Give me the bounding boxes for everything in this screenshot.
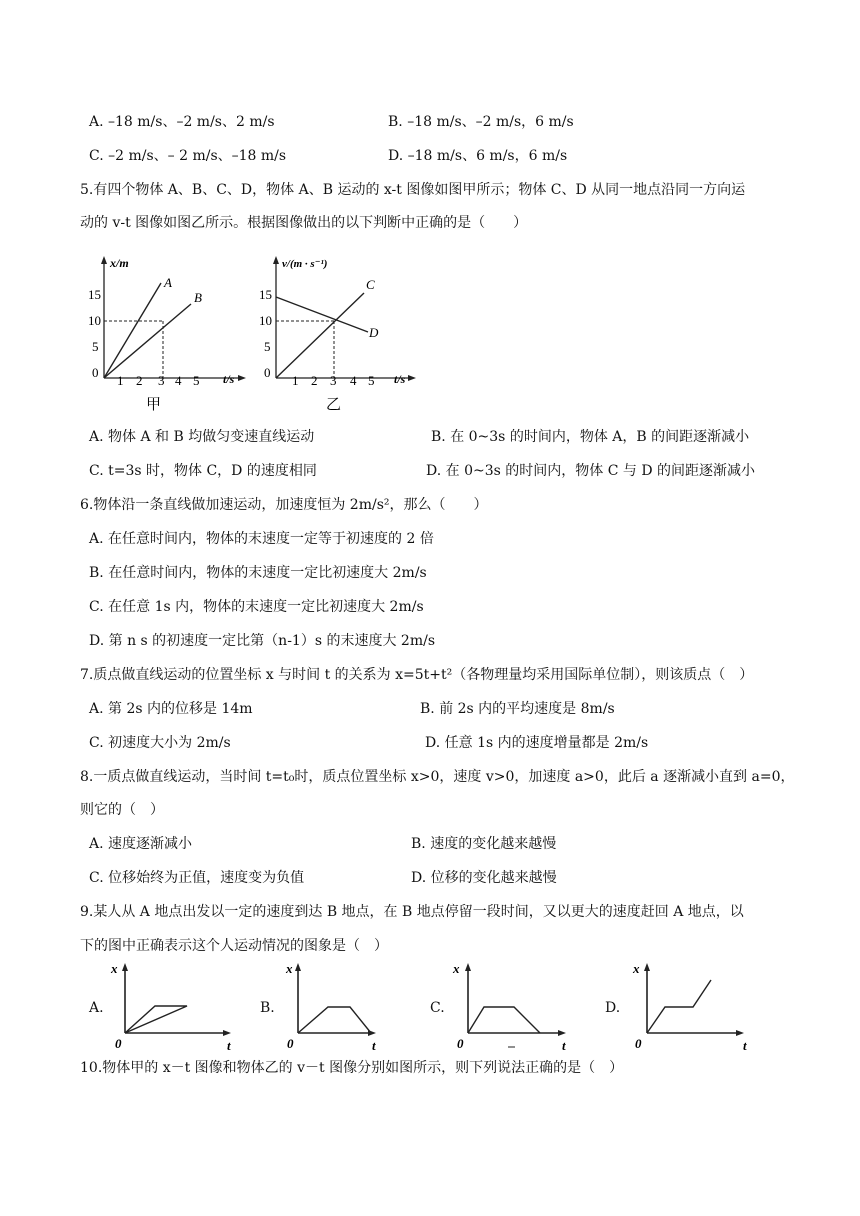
q6-option-b: B. 在任意时间内，物体的末速度一定比初速度大 2m/s xyxy=(89,565,427,581)
graph-d-ylabel: x xyxy=(633,961,640,976)
yi-ytick-15: 15 xyxy=(259,287,272,302)
jia-ytick-10: 10 xyxy=(88,313,101,328)
q9-graph-d-letter: D. xyxy=(605,1000,621,1016)
q9-graph-a-letter: A. xyxy=(89,1000,104,1016)
q8-option-c: C. 位移始终为正值，速度变为负值 xyxy=(89,870,305,886)
q5-stem-line2: 动的 v-t 图像如图乙所示。根据图像做出的以下判断中正确的是（ ） xyxy=(80,215,528,231)
jia-label-b: B xyxy=(194,290,202,305)
yi-label-c: C xyxy=(366,277,375,292)
q9-stem-line1: 9.某人从 A 地点出发以一定的速度到达 B 地点，在 B 地点停留一段时间，又以更大的速度赶回 A 地点，以 xyxy=(80,904,744,920)
q7-option-d: D. 任意 1s 内的速度增量都是 2m/s xyxy=(425,735,649,751)
figure-jia-xt-graph xyxy=(86,253,256,413)
yi-label-d: D xyxy=(369,325,379,340)
graph-c-origin: 0 xyxy=(457,1036,464,1051)
q4-option-a: A. –18 m/s、–2 m/s、2 m/s xyxy=(89,114,275,130)
yi-caption: 乙 xyxy=(326,397,342,413)
graph-c-curve xyxy=(468,1007,540,1033)
q4-option-d: D. –18 m/s、6 m/s，6 m/s xyxy=(388,148,568,164)
graph-b-xlabel: t xyxy=(372,1038,376,1052)
jia-xtick-5: 5 xyxy=(193,373,200,388)
q5-option-a: A. 物体 A 和 B 均做匀变速直线运动 xyxy=(89,429,315,445)
yi-xtick-5: 5 xyxy=(368,373,375,388)
q9-graph-c xyxy=(448,958,578,1052)
yi-xtick-4: 4 xyxy=(350,373,357,388)
graph-b-origin: 0 xyxy=(287,1036,294,1051)
graph-a-ylabel: x xyxy=(111,961,118,976)
q6-stem: 6.物体沿一条直线做加速运动，加速度恒为 2m/s²，那么（ ） xyxy=(80,497,488,513)
jia-label-a: A xyxy=(164,275,172,290)
graph-d-xlabel: t xyxy=(743,1038,747,1052)
jia-xtick-3: 3 xyxy=(158,373,165,388)
jia-caption: 甲 xyxy=(146,397,162,413)
yi-xtick-2: 2 xyxy=(311,373,318,388)
yi-ytick-0: 0 xyxy=(264,365,271,380)
q5-option-d: D. 在 0~3s 的时间内，物体 C 与 D 的间距逐渐减小 xyxy=(426,463,755,479)
q5-stem-line1: 5.有四个物体 A、B、C、D，物体 A、B 运动的 x-t 图像如图甲所示；物体 C、D 从同一地点沿同一方向运 xyxy=(80,182,746,198)
q6-option-c: C. 在任意 1s 内，物体的末速度一定比初速度大 2m/s xyxy=(89,599,424,615)
jia-xlabel: t/s xyxy=(223,372,235,386)
q6-option-d: D. 第 n s 的初速度一定比第（n-1）s 的末速度大 2m/s xyxy=(89,633,435,649)
yi-ytick-10: 10 xyxy=(259,313,272,328)
graph-a-xlabel: t xyxy=(227,1038,231,1052)
q7-option-b: B. 前 2s 内的平均速度是 8m/s xyxy=(420,701,615,717)
graph-b-ylabel: x xyxy=(286,961,293,976)
jia-xtick-2: 2 xyxy=(136,373,143,388)
q8-option-d: D. 位移的变化越来越慢 xyxy=(411,870,557,886)
q8-option-a: A. 速度逐渐减小 xyxy=(89,836,193,852)
figure-yi-vt-graph xyxy=(256,253,426,413)
q5-option-b: B. 在 0~3s 的时间内，物体 A，B 的间距逐渐减小 xyxy=(431,429,750,445)
graph-c-xlabel: t xyxy=(562,1038,566,1052)
yi-xtick-1: 1 xyxy=(292,373,299,388)
q4-option-b: B. –18 m/s、–2 m/s，6 m/s xyxy=(388,114,574,130)
jia-line-a xyxy=(104,283,161,378)
yi-ytick-5: 5 xyxy=(264,339,271,354)
graph-b-curve xyxy=(298,1007,371,1033)
q5-option-c: C. t=3s 时，物体 C，D 的速度相同 xyxy=(89,463,317,479)
q10-stem: 10.物体甲的 x－t 图像和物体乙的 v－t 图像分别如图所示，则下列说法正确的是（ ） xyxy=(80,1060,624,1076)
q9-graph-d xyxy=(623,958,763,1052)
yi-xlabel: t/s xyxy=(394,372,406,386)
q9-stem-line2: 下的图中正确表示这个人运动情况的图象是（ ） xyxy=(80,938,388,954)
q7-option-c: C. 初速度大小为 2m/s xyxy=(89,735,231,751)
graph-d-origin: 0 xyxy=(635,1036,642,1051)
q9-graph-c-letter: C. xyxy=(430,1000,445,1016)
yi-line-c xyxy=(276,293,364,378)
jia-xtick-4: 4 xyxy=(175,373,182,388)
yi-ylabel: v/(m · s⁻¹) xyxy=(282,258,328,270)
yi-xtick-3: 3 xyxy=(330,373,337,388)
q9-graph-b-letter: B. xyxy=(260,1000,275,1016)
q7-stem: 7.质点做直线运动的位置坐标 x 与时间 t 的关系为 x=5t+t²（各物理量均采用国际单位制），则该质点（ ） xyxy=(80,667,754,683)
q9-graph-a xyxy=(103,958,243,1052)
q7-option-a: A. 第 2s 内的位移是 14m xyxy=(89,701,253,717)
q8-stem-line1: 8.一质点做直线运动，当时间 t=t₀时，质点位置坐标 x>0，速度 v>0，加速度 a>0，此后 a 逐渐减小直到 a=0， xyxy=(80,769,795,785)
graph-d-curve xyxy=(647,980,711,1033)
jia-ylabel: x/m xyxy=(110,256,129,270)
jia-xtick-1: 1 xyxy=(117,373,124,388)
jia-ytick-0: 0 xyxy=(92,365,99,380)
jia-ytick-15: 15 xyxy=(88,287,101,302)
q8-option-b: B. 速度的变化越来越慢 xyxy=(411,836,557,852)
graph-c-ylabel: x xyxy=(453,961,460,976)
q9-graph-b xyxy=(278,958,388,1052)
graph-a-curve xyxy=(125,1006,187,1033)
q8-stem-line2: 则它的（ ） xyxy=(80,802,164,818)
jia-line-b xyxy=(104,304,191,378)
jia-ytick-5: 5 xyxy=(92,339,99,354)
q4-option-c: C. –2 m/s、– 2 m/s、–18 m/s xyxy=(89,148,287,164)
q6-option-a: A. 在任意时间内，物体的末速度一定等于初速度的 2 倍 xyxy=(89,531,434,547)
graph-a-origin: 0 xyxy=(115,1036,122,1051)
